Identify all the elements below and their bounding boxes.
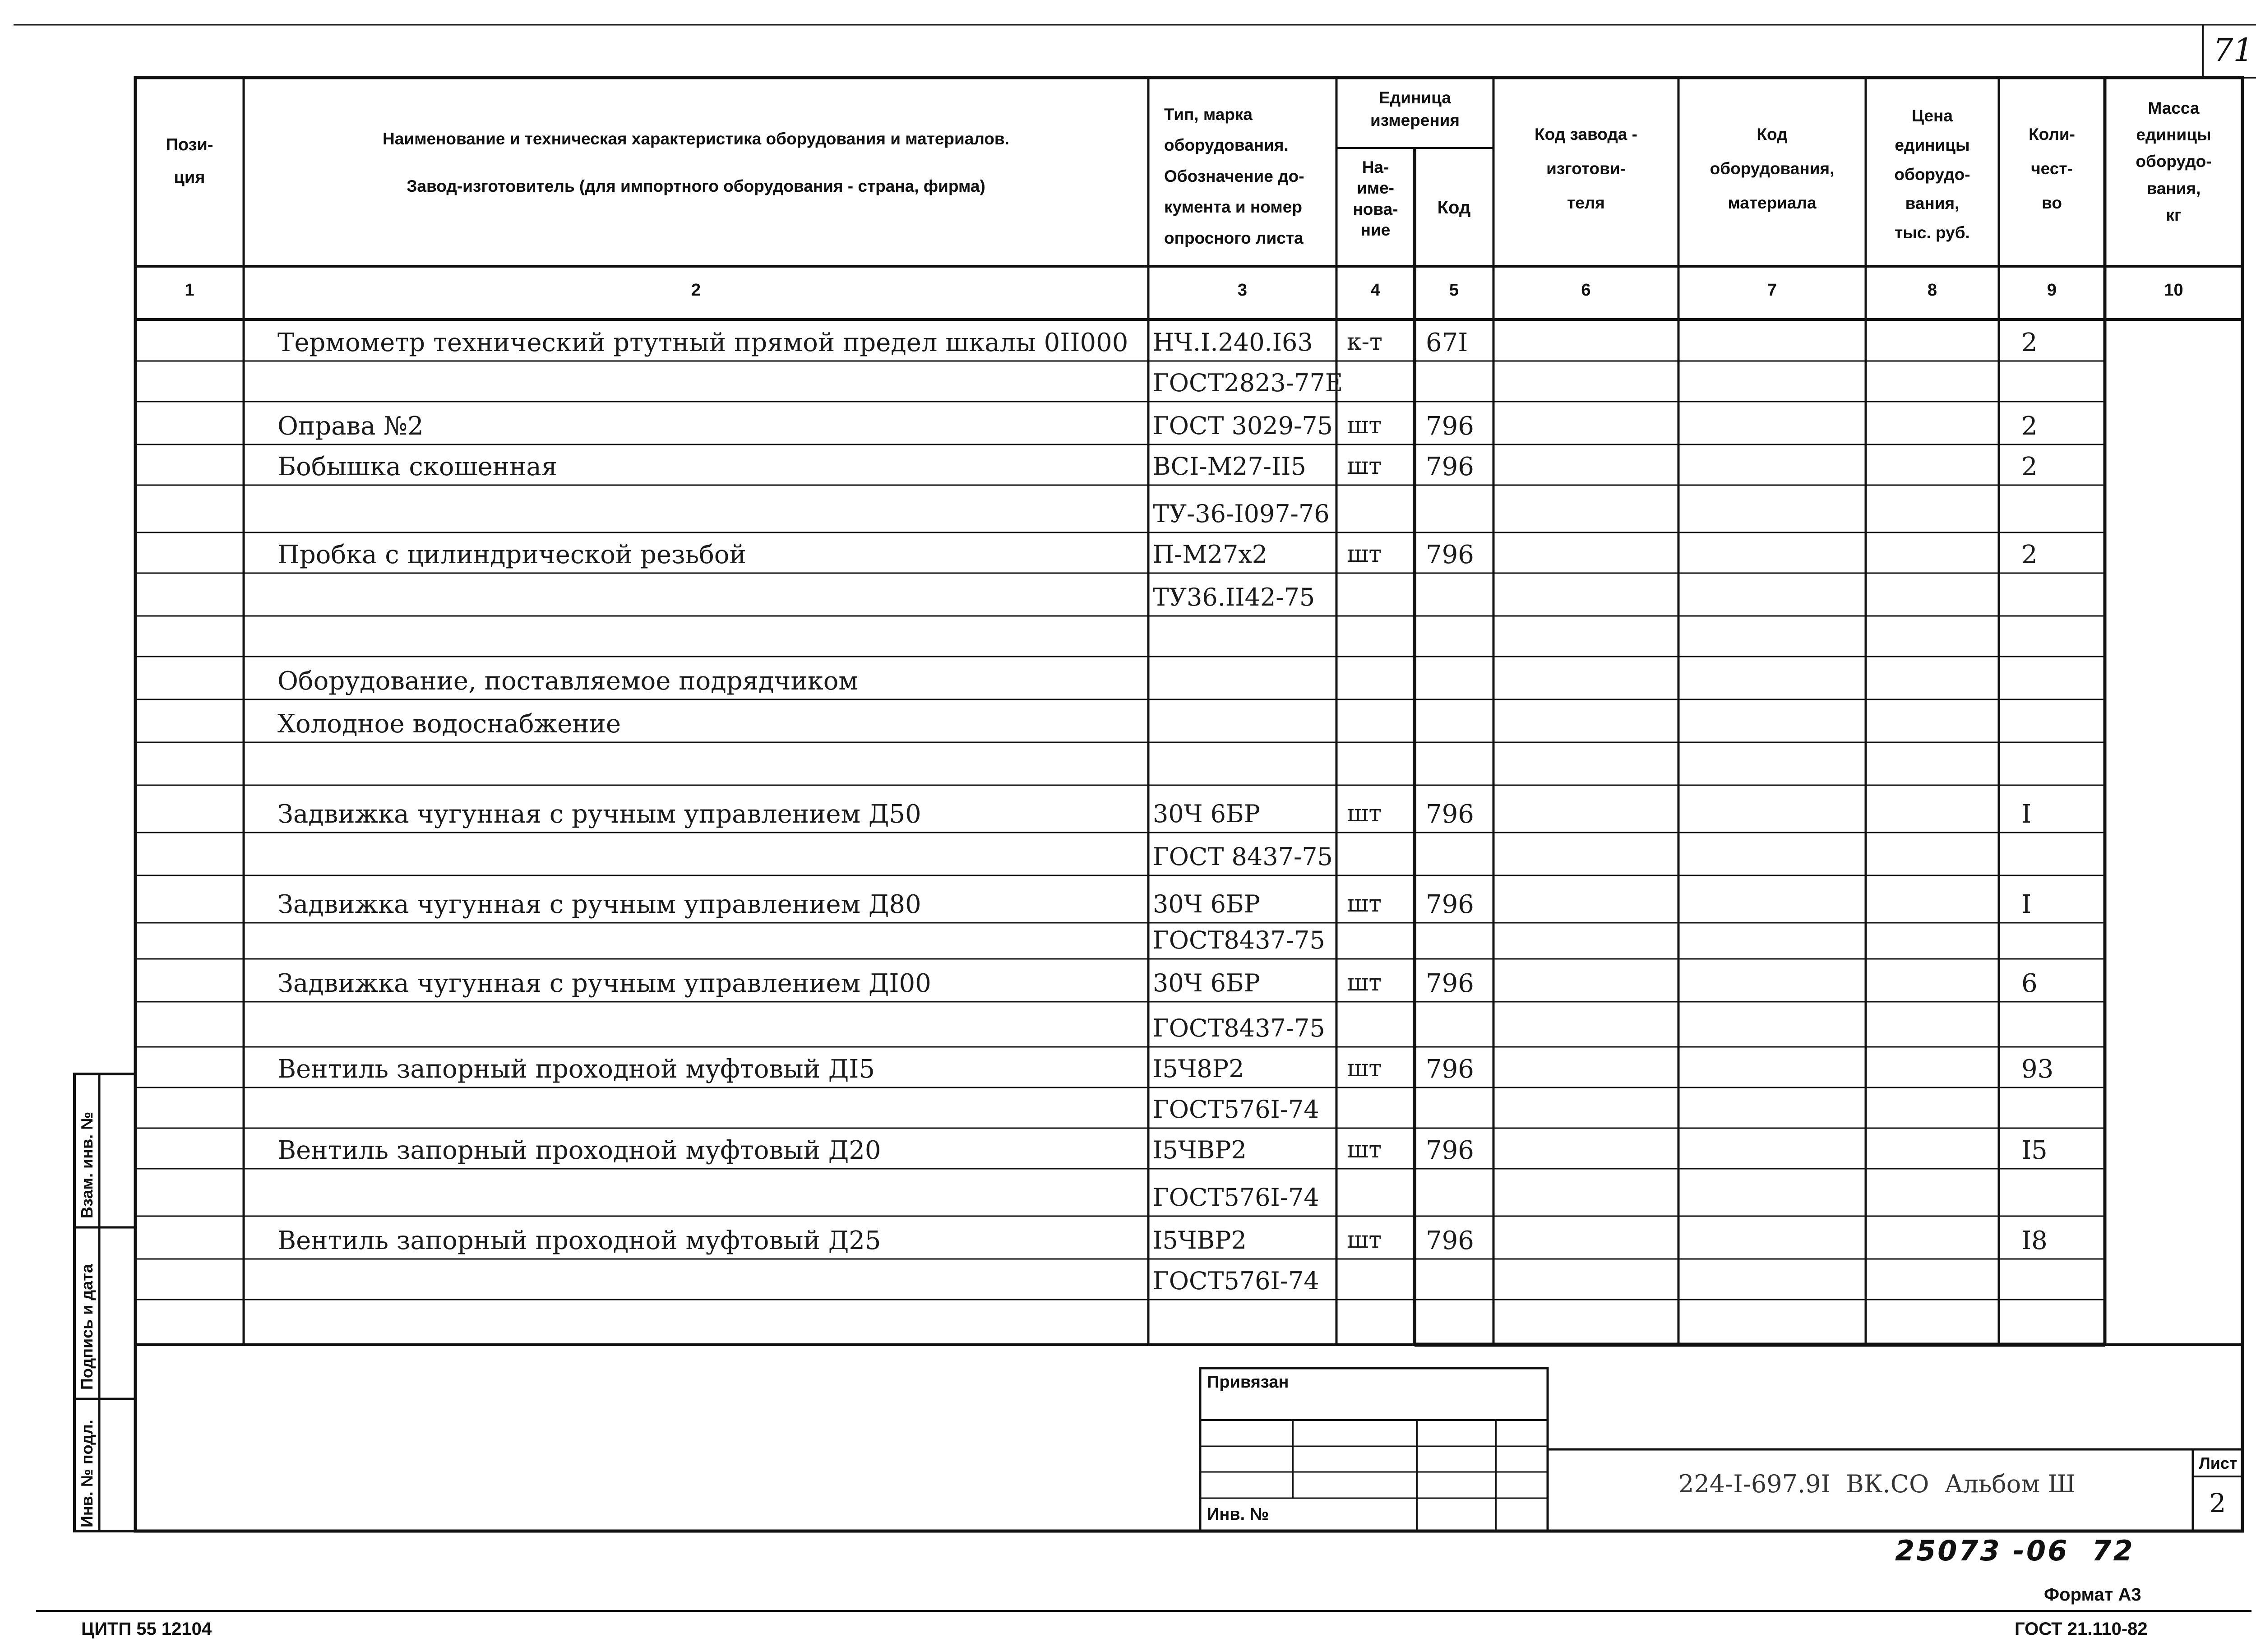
row-type: I5ЧВР2 — [1153, 1136, 1247, 1164]
row-type: ВСI-М27-II5 — [1153, 452, 1306, 481]
header-name-line2: Завод-изготовитель (для импортного оборудования - страна, фирма) — [407, 177, 985, 195]
header-type: Тип, марка оборудования. Обозначение до- кумента и номер опросного листа — [1164, 105, 1304, 247]
row-name: Пробка с цилиндрической резьбой — [277, 540, 746, 569]
row-unit-code: 796 — [1426, 969, 1474, 998]
column-number-1: 1 — [185, 281, 194, 300]
row-quantity: 2 — [2021, 412, 2038, 441]
table-row — [135, 1300, 2105, 1345]
row-unit-code: 796 — [1426, 1136, 1474, 1165]
header-equipment-code: Код оборудования, материала — [1710, 125, 1835, 212]
row-unit-code: 67I — [1426, 328, 1468, 357]
table-row — [135, 699, 2105, 742]
table-row — [135, 402, 2105, 444]
footer-format: Формат А3 — [2044, 1585, 2141, 1605]
table-row — [135, 1216, 2105, 1259]
row-quantity: I — [2021, 890, 2032, 919]
row-type: 30Ч 6БР — [1153, 890, 1260, 918]
row-unit-code: 796 — [1426, 800, 1474, 829]
row-type: ГОСТ576I-74 — [1153, 1183, 1319, 1212]
table-row — [135, 1128, 2105, 1169]
table-row — [135, 573, 2105, 616]
table-row — [135, 1169, 2105, 1216]
title-list-label: Лист — [2199, 1454, 2238, 1472]
row-type: ГОСТ8437-75 — [1153, 1014, 1325, 1042]
row-name: Задвижка чугунная с ручным управлением Д80 — [277, 890, 921, 919]
column-number-8: 8 — [1927, 281, 1937, 300]
row-name: Оборудование, поставляемое подрядчиком — [277, 666, 858, 696]
table-row — [135, 1087, 2105, 1128]
row-quantity: I5 — [2021, 1136, 2048, 1165]
row-type: I5ЧВР2 — [1153, 1226, 1247, 1254]
column-number-10: 10 — [2164, 281, 2183, 300]
table-row — [135, 657, 2105, 699]
header-unit-name: На- име- нова- ние — [1353, 158, 1398, 239]
side-label-vzam: Взам. инв. № — [78, 1111, 96, 1218]
row-quantity: 2 — [2021, 540, 2038, 569]
title-doc-code: 224-I-697.9I ВК.СО Альбом Ш — [1678, 1470, 2076, 1498]
column-number-5: 5 — [1449, 281, 1459, 300]
title-privyazan: Привязан — [1207, 1373, 1289, 1392]
row-quantity: I8 — [2021, 1226, 2048, 1255]
row-unit: шт — [1347, 800, 1382, 827]
table-row — [135, 444, 2105, 485]
row-type: 30Ч 6БР — [1153, 800, 1260, 828]
row-type: ГОСТ8437-75 — [1153, 926, 1325, 954]
row-quantity: I — [2021, 800, 2032, 829]
row-type: ГОСТ576I-74 — [1153, 1095, 1319, 1124]
footer-gost: ГОСТ 21.110-82 — [2015, 1619, 2148, 1639]
table-row — [135, 1047, 2105, 1087]
title-list-number: 2 — [2209, 1488, 2226, 1518]
column-number-2: 2 — [691, 281, 701, 300]
row-type: I5Ч8Р2 — [1153, 1055, 1244, 1083]
table-row — [135, 959, 2105, 1002]
header-price: Цена единицы оборудо- вания, тыс. руб. — [1894, 106, 1970, 242]
row-unit-code: 796 — [1426, 890, 1474, 919]
table-row — [135, 485, 2105, 532]
header-unit-code: Код — [1437, 198, 1471, 217]
row-name: Задвижка чугунная с ручным управлением ДI00 — [277, 969, 931, 998]
side-label-podpis: Подпись и дата — [78, 1264, 96, 1390]
row-unit-code: 796 — [1426, 1226, 1474, 1255]
column-number-4: 4 — [1370, 281, 1381, 300]
row-unit: шт — [1347, 1136, 1382, 1163]
header-unit-group: Единица измерения — [1370, 88, 1460, 130]
row-unit-code: 796 — [1426, 452, 1474, 481]
row-type: ТУ36.II42-75 — [1153, 583, 1315, 611]
footer-left-code: ЦИТП 55 12104 — [81, 1619, 212, 1639]
row-type: П-М27х2 — [1153, 540, 1268, 569]
row-unit-code: 796 — [1426, 1055, 1474, 1084]
header-position: Пози- ция — [166, 135, 213, 187]
row-name: Вентиль запорный проходной муфтовый Д25 — [277, 1226, 881, 1255]
row-type: НЧ.I.240.I63 — [1153, 328, 1313, 356]
table-row — [135, 1002, 2105, 1047]
row-name: Термометр технический ртутный прямой предел шкалы 0II000 — [277, 328, 1128, 357]
row-type: ГОСТ2823-77Е — [1153, 369, 1343, 397]
row-type: ГОСТ576I-74 — [1153, 1267, 1319, 1295]
row-unit-code: 796 — [1426, 540, 1474, 569]
column-number-7: 7 — [1767, 281, 1777, 300]
table-row — [135, 319, 2105, 361]
table-row — [135, 532, 2105, 573]
row-name: Вентиль запорный проходной муфтовый Д20 — [277, 1136, 881, 1165]
row-unit: шт — [1347, 453, 1382, 480]
header-mass: Масса единицы оборудо- вания, кг — [2136, 99, 2212, 224]
row-type: ГОСТ 8437-75 — [1153, 842, 1333, 871]
row-quantity: 6 — [2021, 969, 2038, 998]
row-unit-code: 796 — [1426, 412, 1474, 441]
table-row — [135, 785, 2105, 833]
row-unit: шт — [1347, 969, 1382, 996]
row-type: 30Ч 6БР — [1153, 969, 1260, 997]
row-quantity: 2 — [2021, 452, 2038, 481]
row-type: ТУ-36-I097-76 — [1153, 500, 1330, 528]
table-row — [135, 616, 2105, 657]
table-row — [135, 923, 2105, 959]
row-name: Оправа №2 — [277, 412, 424, 441]
row-unit: шт — [1347, 1226, 1382, 1254]
table-row — [135, 361, 2105, 402]
header-name-line1: Наименование и техническая характеристика оборудования и материалов. — [383, 130, 1009, 148]
column-number-3: 3 — [1237, 281, 1248, 300]
row-name: Вентиль запорный проходной муфтовый ДI5 — [277, 1055, 875, 1084]
table-row — [135, 742, 2105, 785]
handwritten-number: 25073 -06 72 — [1895, 1534, 2135, 1567]
side-label-inv: Инв. № подл. — [78, 1420, 96, 1527]
row-name: Задвижка чугунная с ручным управлением Д50 — [277, 800, 921, 829]
column-number-6: 6 — [1581, 281, 1591, 300]
header-factory-code: Код завода - изготови- теля — [1535, 125, 1637, 212]
row-unit: шт — [1347, 890, 1382, 917]
row-unit: шт — [1347, 1055, 1382, 1082]
row-unit: шт — [1347, 541, 1382, 568]
row-quantity: 93 — [2021, 1055, 2054, 1084]
row-type: ГОСТ 3029-75 — [1153, 412, 1333, 440]
page-number-top: 71 — [2213, 32, 2254, 69]
row-unit: к-т — [1347, 329, 1382, 356]
row-quantity: 2 — [2021, 328, 2038, 357]
title-inv-no: Инв. № — [1207, 1505, 1269, 1524]
table-row — [135, 875, 2105, 923]
row-name: Холодное водоснабжение — [277, 709, 621, 739]
header-quantity: Коли- чест- во — [2029, 125, 2075, 212]
column-number-9: 9 — [2047, 281, 2057, 300]
table-row — [135, 833, 2105, 875]
table-row — [135, 1259, 2105, 1300]
row-name: Бобышка скошенная — [277, 452, 558, 481]
row-unit: шт — [1347, 412, 1382, 439]
